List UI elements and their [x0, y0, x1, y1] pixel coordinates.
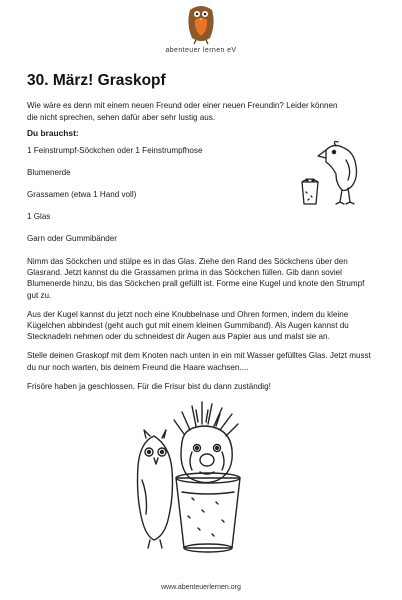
material-item: Garn oder Gummibänder [27, 234, 117, 243]
instruction-paragraph: Nimm das Söckchen und stülpe es in das Glas. Ziehe den Rand des Söckchens über den Glasrand. Jetzt kannst du die Grassamen prima in das Söckchen füllen. Gib dann soviel Blumenerde hinzu, bis das Söckchen prall gefüllt ist. Forme eine Kugel und knote den Strumpf gut zu. [27, 257, 365, 300]
material-item: Grassamen (etwa 1 Hand voll) [27, 190, 137, 199]
owl-logo-icon [176, 0, 226, 46]
intro-text: Wie wäre es denn mit einem neuen Freund oder einer neuen Freundin? Leider können die nicht sprechen, sehen dafür aber sehr lustig aus. [27, 101, 338, 122]
bird-with-jar-illustration [296, 136, 374, 206]
materials-list [27, 145, 202, 255]
instructions [27, 256, 375, 400]
material-item: 1 Feinstrumpf-Söckchen oder 1 Feinstrumpfhose [27, 146, 203, 155]
instruction-paragraph: Frisöre haben ja geschlossen. Für die Frisur bist du dann zuständig! [27, 381, 271, 391]
material-item: 1 Glas [27, 212, 51, 221]
material-item: Blumenerde [27, 168, 71, 177]
instruction-paragraph: Stelle deinen Graskopf mit dem Knoten nach unten in ein mit Wasser gefülltes Glas. Jetzt musst du nur noch warten, bis deinem Freund die Haare wachsen.... [27, 351, 371, 372]
brand-name: abenteuer lernen eV [165, 47, 237, 54]
owl-and-graskopf-illustration [118, 396, 284, 556]
footer-url: www.abenteuerlernen.org [161, 584, 241, 591]
instruction-paragraph: Aus der Kugel kannst du jetzt noch eine Knubbelnase und Ohren formen, indem du kleine Kügelchen abbindest (geht auch gut mit einem kleinen Gummiband). Als Augen kannst du Stecknadeln nehmen oder du schneidest dir Augen aus Papier aus und malst sie an. [27, 309, 349, 342]
page-title: 30. März! Graskopf [27, 72, 166, 89]
materials-heading: Du brauchst: [27, 128, 79, 138]
